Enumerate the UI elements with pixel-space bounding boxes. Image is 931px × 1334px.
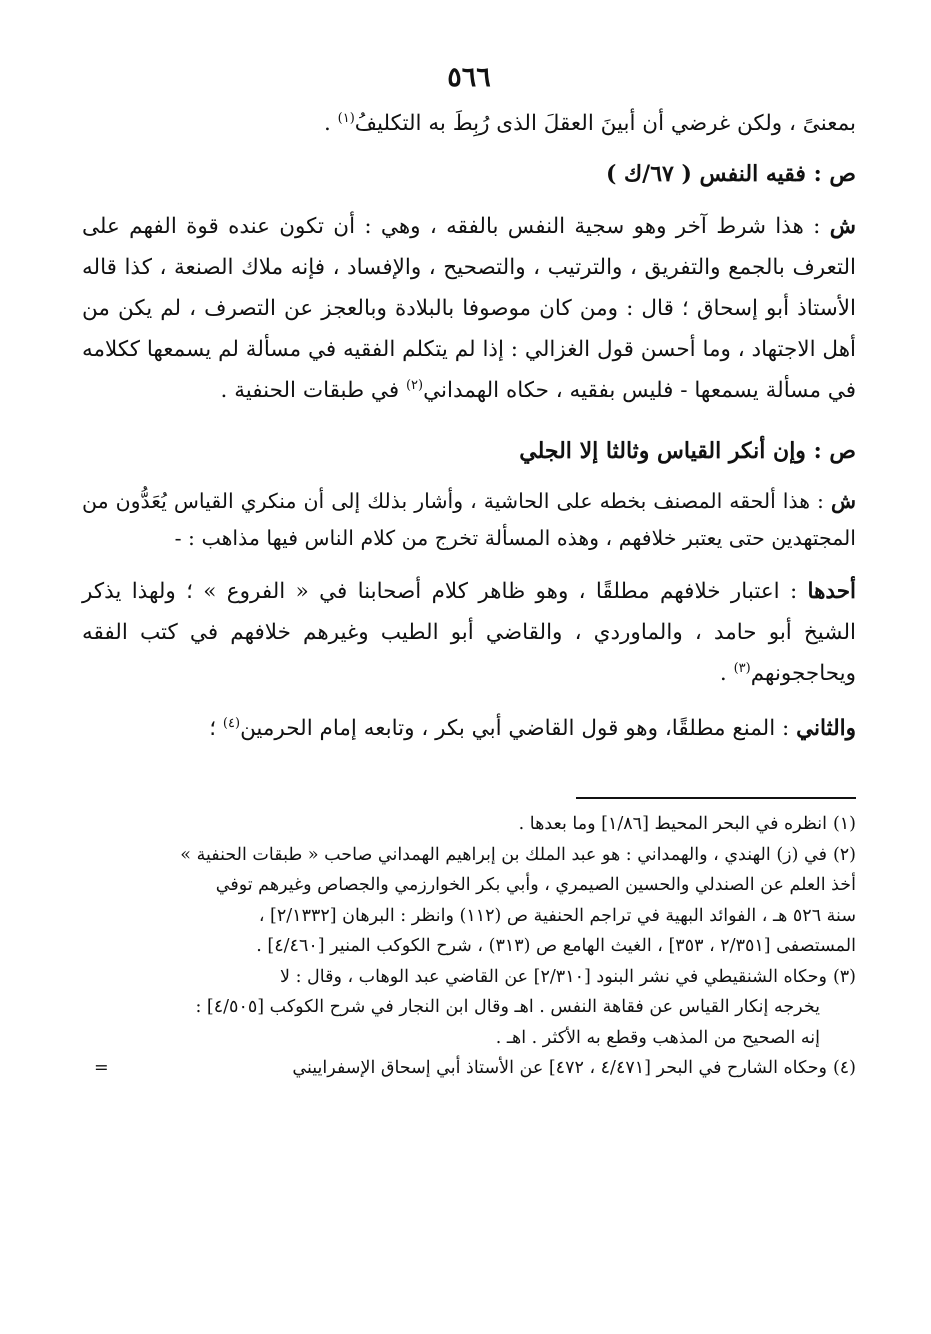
footnote-line: وحكاه الشارح في البحر [٤/٤٧١ ، ٤٧٢] عن الأستاذ أبي إسحاق الإسفراييني: [292, 1058, 827, 1078]
page-number: ٥٦٦: [447, 62, 491, 93]
commentary-text: : هذا ألحقه المصنف بخطه على الحاشية ، وأشار بذلك إلى أن منكري القياس يُعَدُّون من المجتهدين حتى يعتبر خلافهم ، وهذه المسألة تخرج من كلام الناس فيها مذاهب : -: [82, 489, 856, 550]
section-heading-1: [82, 154, 856, 194]
section-label: ص: [829, 161, 856, 187]
footnote-3: [82, 962, 856, 1054]
opinion-label: أحدها: [807, 579, 856, 604]
footnote-line: إنه الصحيح من المذهب وقطع به الأكثر . اهـ .: [495, 1027, 820, 1048]
footnote-line: سنة ٥٢٦ هـ ، الفوائد البهية في تراجم الحنفية ص (١١٢) وانظر : البرهان [٢/١٣٣٢] ،: [258, 905, 856, 926]
opinion-text: : المنع مطلقًا، وهو قول القاضي أبي بكر ، وتابعه إمام الحرمين: [240, 716, 790, 741]
footnote-line: المستصفى [٢/٣٥١ ، ٣٥٣] ، الغيث الهامع ص (٣١٣) ، شرح الكوكب المنير [٤/٤٦٠] .: [256, 936, 856, 956]
opinion-tail: .: [719, 661, 734, 686]
continuation-mark: =: [94, 1058, 109, 1078]
footnote-ref-2[interactable]: (٢): [405, 377, 424, 393]
section-heading-2: [82, 431, 856, 471]
footnote-number: (٣): [832, 966, 856, 987]
commentary-paragraph-2: [82, 483, 856, 557]
footnote-line: أخذ العلم عن الصندلي والحسين الصيمري ، وأبي بكر الخوارزمي والجصاص وغيرهم توفي: [215, 875, 856, 895]
footnote-number: (١): [832, 814, 856, 834]
footnote-ref-3[interactable]: (٣): [733, 660, 751, 676]
footnote-number: (٤): [832, 1058, 856, 1078]
opinion-paragraph-1: [82, 571, 856, 694]
section-label: ص: [829, 438, 856, 464]
footnote-ref-1[interactable]: (١): [337, 110, 355, 126]
intro-text: بمعنىً ، ولكن غرضي أن أبينَ العقلَ الذى رُبِطَ به التكليفُ: [354, 111, 856, 136]
opinion-paragraph-2: [82, 708, 856, 749]
footnote-line: انظره في البحر المحيط [١/٨٦] وما بعدها .: [518, 814, 827, 834]
opinion-tail: ؛: [209, 716, 223, 741]
commentary-label: ش: [830, 489, 856, 513]
footnote-4: [82, 1053, 856, 1084]
footnote-2: [82, 840, 856, 962]
footnote-ref-4[interactable]: (٤): [222, 715, 241, 731]
footnote-line: يخرجه إنكار القياس عن فقاهة النفس . اهـ وقال ابن النجار في شرح الكوكب [٤/٥٠٥] :: [195, 997, 820, 1017]
commentary-paragraph-1: [82, 206, 856, 411]
footnote-line: في (ز) الهندي ، والهمداني : هو عبد الملك بن إبراهيم الهمداني صاحب « طبقات الحنفية »: [180, 844, 827, 865]
section-text: : فقيه النفس ( ٦٧/ك ): [605, 161, 822, 187]
commentary-text: : هذا شرط آخر وهو سجية النفس بالفقه ، وهي : أن تكون عنده قوة الفهم على التعرف بالجمع والتفريق ، والترتيب ، والتصحيح ، والإفساد ، فإنه ملاك الصنعة ، كذا قاله الأستاذ أبو إسحاق ؛ قال : ومن كان موصوفا بالبلادة وبالعجز عن التصرف ، لم يكن من أهل الاجتهاد ، وما أحسن قول الغزالي : إذا لم يتكلم الفقيه في مسألة لم يسمعها ككلامه في مسألة يسمعها - فليس بفقيه ، حكاه الهمداني: [82, 214, 856, 403]
opinion-text: : اعتبار خلافهم مطلقًا ، وهو ظاهر كلام أصحابنا في « الفروع » ؛ ولهذا يذكر الشيخ أبو حامد ، والماوردي ، والقاضي أبو الطيب وغيرهم خلافهم في كتب الفقه ويحاججونهم: [82, 579, 856, 686]
opinion-label: والثاني: [796, 716, 856, 741]
footnote-divider: [576, 797, 856, 799]
section-text: : وإن أنكر القياس وثالثا إلا الجلي: [519, 438, 822, 464]
commentary-label: ش: [829, 214, 856, 239]
footnote-1: [82, 809, 856, 840]
footnote-number: (٢): [832, 844, 856, 865]
intro-paragraph: [82, 103, 856, 144]
intro-end: .: [323, 111, 338, 136]
commentary-tail: في طبقات الحنفية .: [220, 378, 406, 403]
footnote-line: وحكاه الشنقيطي في نشر البنود [٢/٣١٠] عن القاضي عبد الوهاب ، وقال : لا: [280, 966, 827, 987]
